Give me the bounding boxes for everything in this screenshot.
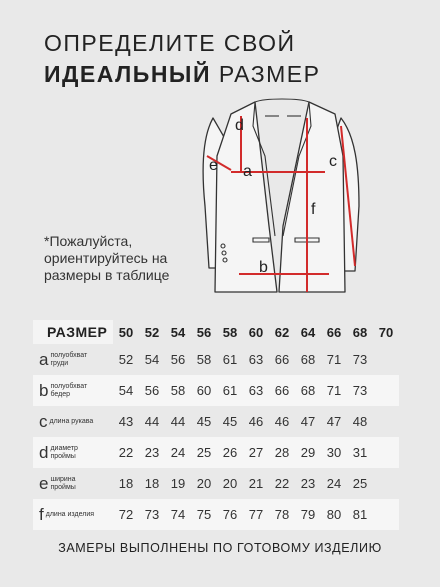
- table-cell: 18: [118, 476, 134, 491]
- title-line-2: [44, 61, 321, 88]
- row-letter: e: [39, 473, 49, 493]
- size-note: *Пожалуйста, ориентируйтесь на размеры в таблице: [44, 233, 170, 283]
- table-cell: [373, 437, 399, 468]
- row-letter: c: [39, 411, 48, 431]
- row-description: ширина проймы: [50, 475, 76, 491]
- row-letter: d: [39, 442, 49, 462]
- table-cell: 29: [295, 437, 321, 468]
- table-cell: 31: [347, 437, 373, 468]
- table-cell: 20: [222, 476, 238, 491]
- table-cell: 71: [321, 375, 347, 406]
- table-cell: 61: [222, 352, 238, 367]
- table-cell: 46: [274, 414, 290, 429]
- label-f: f: [311, 201, 316, 218]
- label-e: e: [209, 157, 218, 174]
- row-label: [33, 406, 113, 437]
- table-cell: 81: [347, 499, 373, 530]
- size-col: 54: [170, 324, 186, 340]
- table-cell: [373, 468, 399, 499]
- table-cell: 54: [113, 375, 139, 406]
- title-line-1: ОПРЕДЕЛИТЕ СВОЙ: [44, 30, 296, 56]
- row-label: [33, 437, 113, 468]
- table-cell: 26: [217, 437, 243, 468]
- table-cell: [373, 344, 399, 375]
- row-description: длина изделия: [45, 510, 95, 518]
- table-cell: 68: [300, 352, 316, 367]
- table-cell: 21: [248, 476, 264, 491]
- table-cell: [373, 375, 399, 406]
- row-label: [33, 468, 113, 499]
- table-cell: 73: [347, 375, 373, 406]
- row-letter: b: [39, 380, 49, 400]
- row-letter: f: [39, 504, 44, 524]
- table-cell: 60: [191, 375, 217, 406]
- table-cell: 44: [144, 414, 160, 429]
- table-row: [33, 344, 399, 375]
- table-cell: 43: [118, 414, 134, 429]
- row-description: диаметр проймы: [50, 444, 78, 460]
- size-header-row: [33, 320, 399, 344]
- table-cell: 63: [248, 352, 264, 367]
- size-col: 68: [352, 324, 368, 340]
- table-cell: 47: [300, 414, 316, 429]
- row-description: длина рукава: [49, 417, 94, 425]
- table-cell: 54: [144, 352, 160, 367]
- size-col: 60: [248, 324, 264, 340]
- table-cell: 52: [118, 352, 134, 367]
- row-label: [33, 499, 113, 530]
- size-col: 62: [274, 324, 290, 340]
- title-rest: РАЗМЕР: [210, 61, 321, 87]
- table-cell: 28: [269, 437, 295, 468]
- table-cell: 68: [295, 375, 321, 406]
- table-cell: [373, 499, 399, 530]
- title-bold-word: ИДЕАЛЬНЫЙ: [44, 61, 211, 87]
- table-cell: 24: [326, 476, 342, 491]
- size-col: 64: [300, 324, 316, 340]
- table-cell: 75: [191, 499, 217, 530]
- table-cell: 23: [300, 476, 316, 491]
- body-right: [279, 102, 345, 292]
- row-description: полуобхват груди: [50, 351, 88, 367]
- table-cell: 30: [321, 437, 347, 468]
- table-cell: 74: [165, 499, 191, 530]
- table-cell: 44: [170, 414, 186, 429]
- table-cell: 25: [191, 437, 217, 468]
- table-cell: 76: [217, 499, 243, 530]
- table-cell: 77: [243, 499, 269, 530]
- table-cell: 78: [269, 499, 295, 530]
- size-col: 50: [118, 324, 134, 340]
- table-row: [33, 468, 399, 499]
- table-cell: 66: [274, 352, 290, 367]
- table-cell: 24: [165, 437, 191, 468]
- table-cell: 18: [144, 476, 160, 491]
- row-letter: a: [39, 349, 49, 369]
- table-cell: 46: [248, 414, 264, 429]
- table-row: [33, 437, 399, 468]
- collar: [255, 99, 309, 102]
- size-col: 52: [144, 324, 160, 340]
- size-col: 70: [378, 324, 394, 340]
- table-cell: 23: [139, 437, 165, 468]
- label-b: b: [259, 259, 268, 276]
- table-cell: 56: [170, 352, 186, 367]
- table-cell: 47: [326, 414, 342, 429]
- table-cell: 22: [113, 437, 139, 468]
- footer-note: ЗАМЕРЫ ВЫПОЛНЕНЫ ПО ГОТОВОМУ ИЗДЕЛИЮ: [58, 541, 382, 555]
- table-cell: 66: [269, 375, 295, 406]
- jacket-illustration: [195, 96, 375, 301]
- table-cell: 73: [352, 352, 368, 367]
- table-cell: 58: [196, 352, 212, 367]
- label-a: a: [243, 163, 252, 180]
- table-row: [33, 499, 399, 530]
- size-table: [33, 320, 399, 530]
- row-label: [33, 344, 113, 375]
- label-d: d: [235, 117, 244, 134]
- table-cell: 45: [196, 414, 212, 429]
- table-cell: 25: [352, 476, 368, 491]
- table-cell: 63: [243, 375, 269, 406]
- size-col: 56: [196, 324, 212, 340]
- table-row: [33, 375, 399, 406]
- table-cell: 56: [139, 375, 165, 406]
- row-label: [33, 375, 113, 406]
- size-header-label: РАЗМЕР: [33, 320, 113, 344]
- table-cell: 72: [113, 499, 139, 530]
- size-col: 66: [326, 324, 342, 340]
- table-cell: 71: [326, 352, 342, 367]
- table-cell: [373, 406, 399, 437]
- row-description: полуобхват бедер: [50, 382, 88, 398]
- table-cell: 79: [295, 499, 321, 530]
- size-col: 58: [222, 324, 238, 340]
- page-header: [44, 30, 321, 88]
- table-cell: 80: [321, 499, 347, 530]
- table-cell: 45: [222, 414, 238, 429]
- table-cell: 20: [196, 476, 212, 491]
- table-cell: 22: [274, 476, 290, 491]
- table-row: [33, 406, 399, 437]
- table-cell: 19: [170, 476, 186, 491]
- jacket-diagram: [195, 96, 375, 306]
- table-cell: 73: [139, 499, 165, 530]
- table-cell: 61: [217, 375, 243, 406]
- table-cell: 48: [352, 414, 368, 429]
- label-c: c: [329, 153, 337, 170]
- table-cell: 58: [165, 375, 191, 406]
- table-cell: 27: [243, 437, 269, 468]
